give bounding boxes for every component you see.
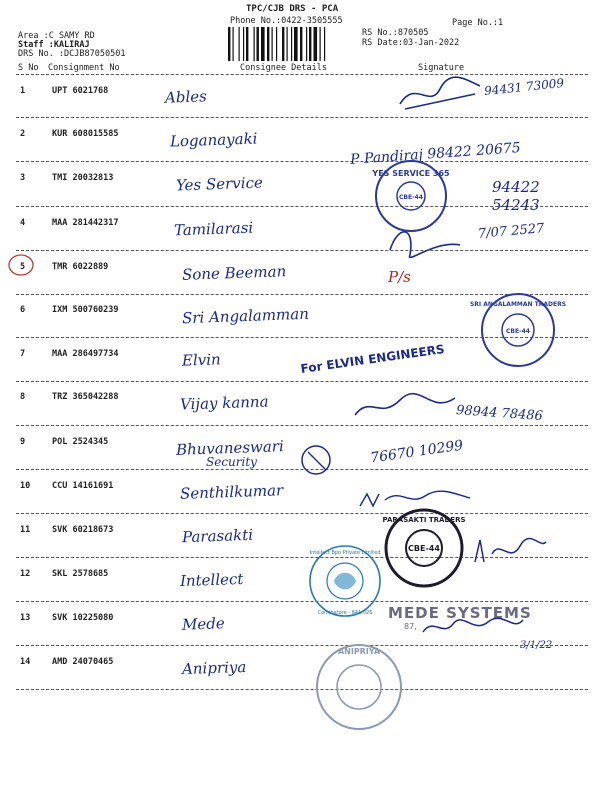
row-5-circle-mark [6,252,36,278]
row-consignment-no: POL 2524345 [52,437,109,447]
row-sno: 7 [20,349,26,359]
row-divider [16,381,588,382]
row-consignee-name: Mede [181,614,226,634]
row-sno: 10 [20,481,31,491]
row-sno: 11 [20,525,31,535]
row-1-phone-annotation: 94431 73009 [483,75,565,99]
rs-number: RS No.:870505 [362,28,429,38]
parasakti-stamp-text: PARASAKTI TRADERS [382,516,466,524]
row-consignment-no: CCU 14161691 [52,481,114,491]
barcode-bar [324,27,325,61]
row-divider [16,689,588,690]
row-sno: 6 [20,305,26,315]
area-label: Area :C SAMY RD [18,31,95,41]
row-consignee-name: Senthilkumar [179,481,284,503]
header-divider [16,74,588,75]
barcode-bar [272,27,273,61]
row-9-phone-annotation: 76670 10299 [369,437,465,467]
barcode-bar [320,27,321,61]
row-consignee-name: Vijay kanna [179,392,269,414]
row-consignment-no: TRZ 365042288 [52,392,119,402]
yes-service-stamp-center: CBE-44 [399,194,423,201]
barcode-bar [314,27,318,61]
row-sno: 5 [20,262,26,272]
barcode-bar [276,27,277,61]
row-consignment-no: MAA 286497734 [52,349,119,359]
rs-date: RS Date:03-Jan-2022 [362,38,460,48]
yes-service-stamp-text: YES SERVICE 365 [372,169,450,178]
row-consignment-no: SVK 10225080 [52,613,114,623]
anipriya-stamp-text: ANIPRIYA [337,647,381,656]
column-header-details: Consignee Details [240,63,327,73]
row-consignee-name: Bhuvaneswari [175,437,285,459]
barcode-bar [261,27,265,61]
phone-number: Phone No.:0422-3505555 [230,16,343,26]
intellect-stamp-bottom: Coimbatore - 641 026 [317,610,373,616]
document-title: TPC/CJB DRS - PCA [246,4,339,14]
row-divider [16,601,588,602]
barcode-bar [267,27,269,61]
row-consignee-name: Tamilarasi [173,218,254,240]
row-consignee-name-line2: Security [206,455,257,469]
row-3-phone-annotation: 94422 54243 [492,178,540,214]
row-divider [16,425,588,426]
row-sno: 14 [20,657,31,667]
column-header-consignment: Consignment No [48,63,120,73]
row-sno: 13 [20,613,31,623]
row-consignee-name: Intellect [179,569,244,591]
row-divider [16,645,588,646]
row-2-phone-annotation: P Pandiraj 98422 20675 [349,140,522,168]
column-header-signature: Signature [418,63,465,73]
row-divider [16,161,588,162]
barcode-bar [233,27,234,61]
barcode-bar [228,27,230,61]
row-divider [16,117,588,118]
barcode-bar [282,27,284,61]
row-sno: 12 [20,569,31,579]
sri-angalamman-stamp-text: SRI ANGALAMMAN TRADERS [469,301,567,308]
row-4-date-annotation: 7/07 2527 [477,221,545,242]
barcode-bar [306,27,307,61]
barcode-bar [300,27,302,61]
row-consignment-no: SKL 2578685 [52,569,109,579]
sri-angalamman-stamp-center: CBE-44 [506,328,530,335]
row-1-signature [395,74,485,114]
row-consignment-no: UPT 6021768 [52,86,109,96]
row-sno: 4 [20,218,26,228]
parasakti-stamp-center: CBE-44 [408,544,440,553]
barcode-bar [243,27,244,61]
staff-label: Staff :KALIRAJ [18,40,90,50]
row-consignment-no: SVK 60218673 [52,525,114,535]
row-consignee-name: Loganayaki [169,129,258,151]
row-7-company-stamp: For ELVIN ENGINEERS [299,341,446,377]
row-consignee-name: Sone Beeman [181,262,287,284]
row-divider [16,250,588,251]
row-consignee-name: Parasakti [181,525,254,547]
barcode-bar [291,27,292,61]
row-sno: 1 [20,86,26,96]
barcode-bar [246,27,248,61]
barcode-bar [254,27,255,61]
row-9-signature [298,440,338,480]
mede-systems-stamp: MEDE SYSTEMS [388,604,532,622]
row-consignment-no: TMI 20032813 [52,173,114,183]
barcode-bar [294,27,298,61]
parasakti-stamp [382,506,466,590]
row-13-signature [418,612,528,642]
intellect-stamp [306,542,384,620]
drs-number: DRS No. :DCJB87050501 [18,49,126,59]
barcode [228,27,354,61]
row-8-signature [350,390,460,424]
row-sno: 9 [20,437,26,447]
row-consignee-name: Elvin [181,350,221,370]
barcode-bar [257,27,259,61]
row-5-ps-annotation: P/s [388,268,411,286]
page-number: Page No.:1 [452,18,504,28]
intellect-stamp-text: Intellect Bpo Private Limited [309,550,381,556]
row-8-phone-annotation: 98944 78486 [455,402,544,425]
row-sno: 2 [20,129,26,139]
row-consignment-no: AMD 24070465 [52,657,114,667]
mede-systems-stamp-sub: 87, [404,622,417,631]
row-consignee-name: Ables [164,87,208,107]
row-11-signature [470,534,550,568]
barcode-bar [287,27,288,61]
row-divider [16,513,588,514]
row-consignee-name: Yes Service [175,173,264,195]
row-consignee-name: Anipriya [181,657,247,679]
sri-angalamman-stamp [469,290,567,370]
anipriya-stamp [312,640,406,734]
row-13-date-annotation: 3/1/22 [520,640,553,651]
row-consignment-no: IXM 500760239 [52,305,119,315]
row-consignee-name: Sri Angalamman [181,304,310,328]
row-sno: 8 [20,392,26,402]
barcode-bar [239,27,240,61]
column-header-sno: S No [18,63,39,73]
yes-service-stamp [373,158,449,234]
row-consignment-no: MAA 281442317 [52,218,119,228]
row-consignment-no: TMR 6022889 [52,262,109,272]
row-consignment-no: KUR 608015585 [52,129,119,139]
row-sno: 3 [20,173,26,183]
barcode-bar [309,27,311,61]
